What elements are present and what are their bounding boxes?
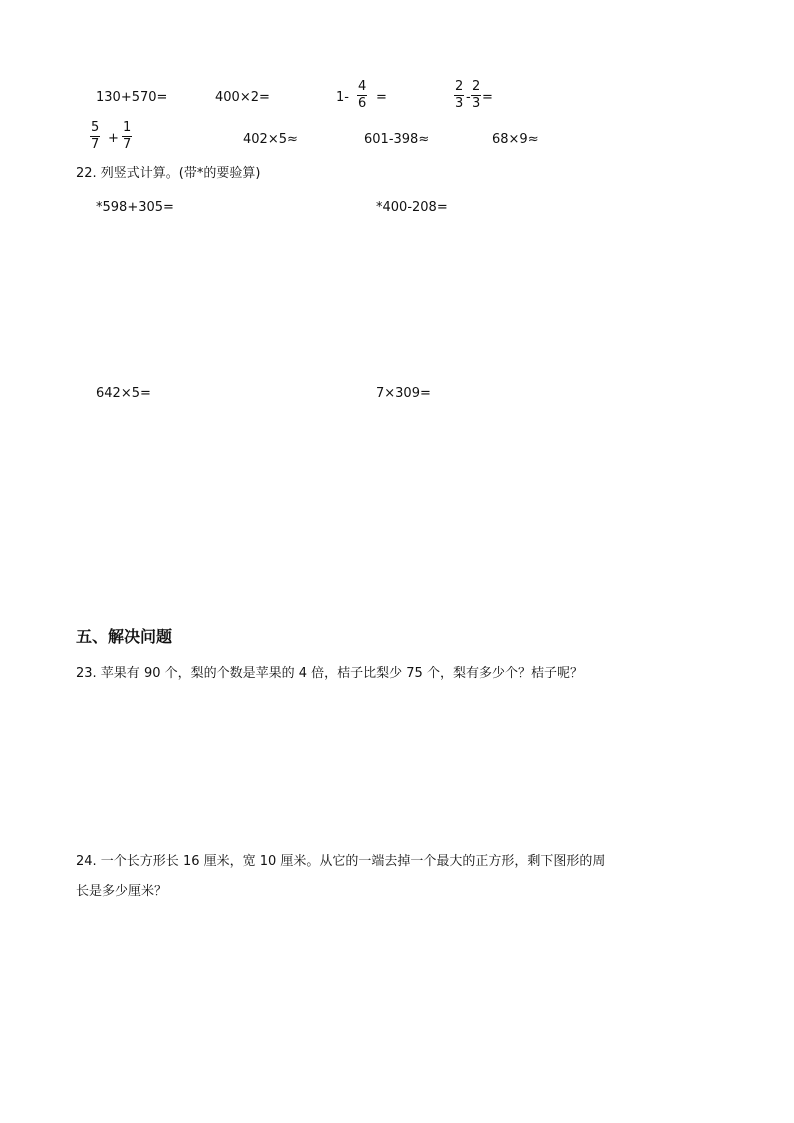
fraction-four-sixths [357,80,367,111]
calc-item-601-minus-398: 601-398≈ [364,132,430,147]
fraction-two-thirds-a [454,80,464,111]
fraction-numerator: 4 [358,79,367,94]
calc-item-equals: = [376,90,387,105]
fraction-denominator: 3 [455,96,464,111]
fraction-numerator: 2 [472,79,481,94]
plus-sign: + [108,131,119,146]
vertical-calc-7-times-309: 7×309= [376,386,431,401]
calc-item-130-plus-570: 130+570= [96,90,168,105]
fraction-numerator: 1 [123,120,132,135]
calc-item-equals: = [482,90,493,105]
calc-item-68-times-9: 68×9≈ [492,132,539,147]
calc-item-400-times-2: 400×2= [215,90,270,105]
fraction-denominator: 3 [472,96,481,111]
fraction-denominator: 6 [358,96,367,111]
question-23-text: 23. 苹果有 90 个，梨的个数是苹果的 4 倍，桔子比梨少 75 个，梨有多少个？桔子呢？ [76,666,583,681]
section-heading-problem-solving: 五、解决问题 [76,627,173,646]
question-24-line-1: 24. 一个长方形长 16 厘米，宽 10 厘米。从它的一端去掉一个最大的正方形，剩下图形的周 [76,854,606,869]
question-24-line-2: 长是多少厘米？ [76,884,168,899]
question-22-title: 22. 列竖式计算。(带*的要验算) [76,166,261,181]
fraction-two-thirds-b [471,80,481,111]
fraction-one-seventh [122,121,132,152]
calc-item-402-times-5: 402×5≈ [243,132,298,147]
vertical-calc-642-times-5: 642×5= [96,386,151,401]
fraction-numerator: 5 [91,120,100,135]
fraction-five-sevenths [90,121,100,152]
minus-sign: - [466,90,471,105]
fraction-denominator: 7 [91,137,100,152]
fraction-denominator: 7 [123,137,132,152]
fraction-numerator: 2 [455,79,464,94]
vertical-calc-598-plus-305: *598+305= [96,200,174,215]
calc-item-one-minus-prefix: 1- [336,90,349,105]
vertical-calc-400-minus-208: *400-208= [376,200,448,215]
